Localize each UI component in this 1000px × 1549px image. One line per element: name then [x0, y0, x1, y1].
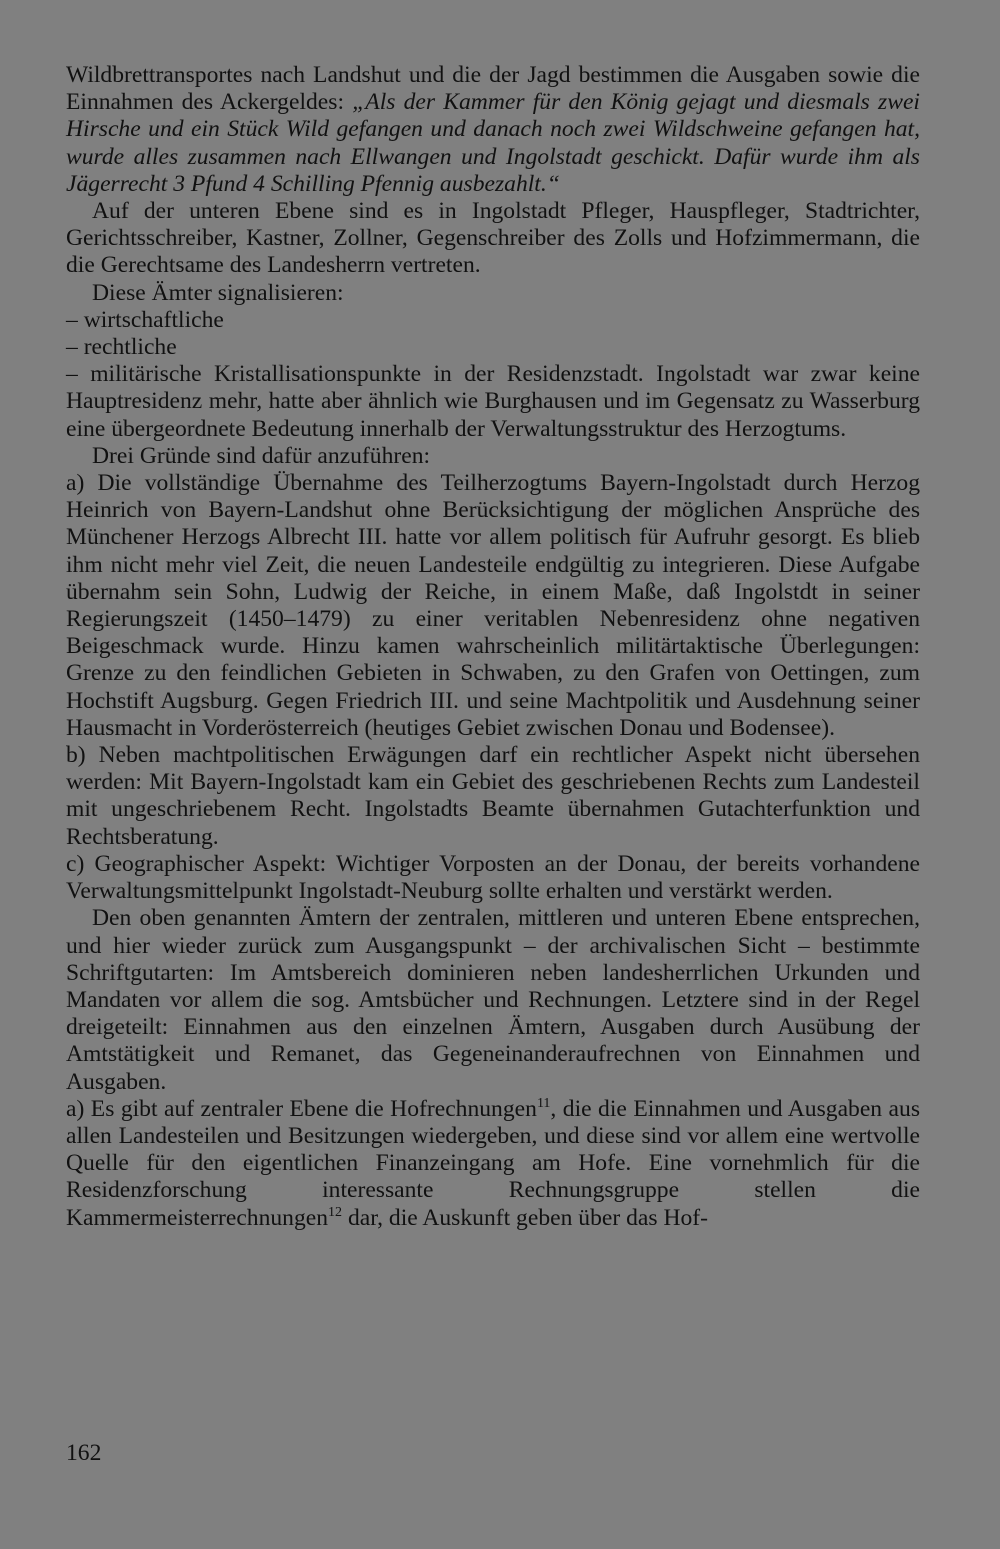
paragraph-text: dar, die Auskunft geben über das Hof- — [342, 1204, 709, 1231]
quotation: „Als der Kammer für den König gejagt und diesmals zwei Hirsche und ein Stück Wild gefangen und danach noch zwei Wildschweine gefangen hat, wurde alles zusammen nach Ellwangen und Ingolstadt geschickt. Dafür wurde ihm als Jägerrecht 3 Pfund 4 Schilling Pfennig ausbezahlt.“ — [66, 89, 920, 197]
list-item-wirtschaftliche: – wirtschaftliche — [66, 306, 224, 333]
list-item-b-legal: b) Neben machtpolitischen Erwägungen darf ein rechtlicher Aspekt nicht übersehen werden: Mit Bayern-Ingolstadt kam ein Gebiet des geschriebenen Rechts zum Landesteil mit ungeschriebenem Recht. Ingolstadts Beamte übernahmen Gutachterfunktion und Rechtsberatung. — [66, 742, 920, 850]
list-item-rechtliche: – rechtliche — [66, 334, 177, 361]
paragraph-wildbret — [66, 62, 920, 198]
list-item-militaerische: – militärische Kristallisationspunkte in der Residenzstadt. Ingolstadt war zwar keine Hauptresidenz mehr, hatte aber ähnlich wie Burghausen und im Gegensatz zu Wasserburg eine übergeordnete Bedeutung innerhalb der Verwaltungsstruktur des Herzogtums. — [66, 361, 920, 442]
paragraph-text: Wildbrettransportes nach Landshut und die der Jagd bestimmen die Ausgaben sowie die Einnahmen des Ackergeldes: — [66, 62, 920, 116]
paragraph-aemter: Diese Ämter signalisieren: — [92, 279, 344, 306]
paragraph-schriftgutarten: Den oben genannten Ämtern der zentralen, mittleren und unteren Ebene entsprechen, und hier wieder zurück zum Ausgangspunkt – der archivalischen Sicht – bestimmte Schriftgutarten: Im Amtsbereich dominieren neben landesherrlichen Urkunden und Mandaten vor allem die sog. Amtsbücher und Rechnungen. Letztere sind in der Regel dreigeteilt: Einnahmen aus den einzelnen Ämtern, Ausgaben durch Ausübung der Amtstätigkeit und Remanet, das Gegeneinanderaufrechnen von Einnahmen und Ausgaben. — [66, 905, 920, 1095]
paragraph-untere-ebene: Auf der unteren Ebene sind es in Ingolstadt Pfleger, Hauspfleger, Stadtrichter, Gerichtsschreiber, Kastner, Zollner, Gegenschreiber des Zolls und Hofzimmermann, die die Gerechtsame des Landesherrn vertreten. — [66, 198, 920, 279]
paragraph-text: , die die Einnahmen und Ausgaben aus allen Landesteilen und Besitzungen wiedergeben, und diese sind vor allem eine wertvolle Quelle für den eigentlichen Finanzeingang am Hofe. Eine vornehmlich für die Residenzforschung interessante Rechnungsgruppe stellen die Kammermeisterrechnungen — [66, 1095, 921, 1231]
list-item-c-geographic: c) Geographischer Aspekt: Wichtiger Vorposten an der Donau, der bereits vorhandene Verwaltungsmittelpunkt Ingolstadt-Neuburg sollte erhalten und verstärkt werden. — [66, 850, 920, 905]
footnote-ref-12[interactable]: 12 — [328, 1204, 343, 1220]
paragraph-text: a) Es gibt auf zentraler Ebene die Hofrechnungen — [66, 1095, 537, 1122]
page-number: 162 — [66, 1440, 102, 1466]
paragraph-drei-gruende: Drei Gründe sind dafür anzuführen: — [92, 442, 431, 469]
page-body — [66, 62, 920, 1232]
list-item-a-political: a) Die vollständige Übernahme des Teilherzogtums Bayern-Ingolstadt durch Herzog Heinrich von Bayern-Landshut ohne Berücksichtigung der möglichen Ansprüche des Münchener Herzogs Albrecht III. hatte vor allem politisch für Aufruhr gesorgt. Es blieb ihm nicht mehr viel Zeit, die neuen Landesteile endgültig zu integrieren. Diese Aufgabe übernahm sein Sohn, Ludwig der Reiche, in einem Maße, daß Ingolstdt in seiner Regierungszeit (1450–1479) zu einer veritablen Nebenresidenz ohne negativen Beigeschmack wurde. Hinzu kamen wahrscheinlich militärtaktische Überlegungen: Grenze zu den feindlichen Gebieten in Schwaben, zu den Grafen von Oettingen, zum Hochstift Augsburg. Gegen Friedrich III. und seine Machtpolitik und Ausdehnung seiner Hausmacht in Vorderösterreich (heutiges Gebiet zwischen Donau und Bodensee). — [66, 470, 920, 741]
footnote-ref-11[interactable]: 11 — [536, 1095, 551, 1111]
list-item-a-hofrechnungen — [66, 1096, 920, 1232]
